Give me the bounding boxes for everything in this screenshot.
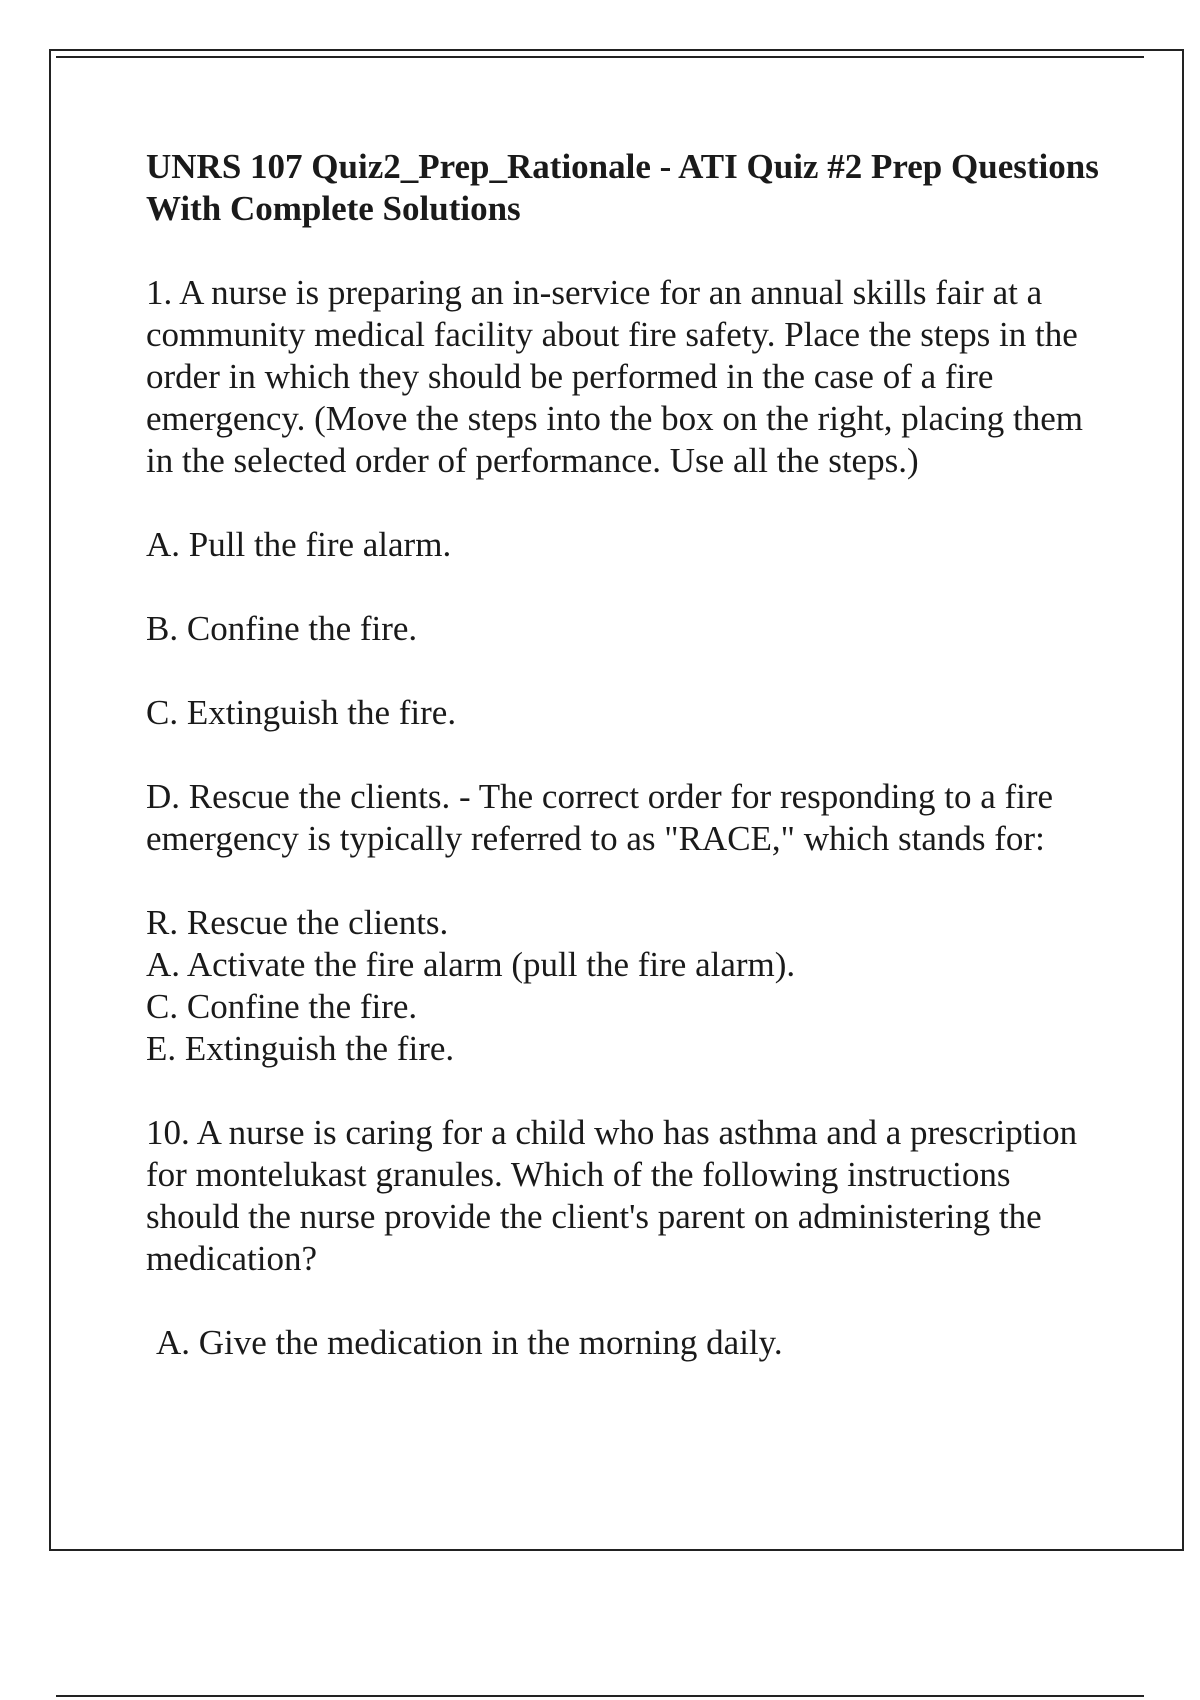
race-item-a: A. Activate the fire alarm (pull the fire alarm). — [146, 945, 796, 984]
bottom-divider — [56, 1695, 1144, 1697]
document-body — [146, 146, 1106, 1406]
question-1-option-d: D. Rescue the clients. - The correct order for responding to a fire emergency is typically referred to as "RACE," which stands for: — [146, 777, 1054, 858]
document-title: UNRS 107 Quiz2_Prep_Rationale - ATI Quiz #2 Prep Questions With Complete Solutions — [146, 147, 1099, 228]
question-1-option-a: A. Pull the fire alarm. — [146, 525, 452, 564]
race-item-e: E. Extinguish the fire. — [146, 1029, 455, 1068]
question-10-option-a: A. Give the medication in the morning daily. — [156, 1323, 783, 1362]
race-item-c: C. Confine the fire. — [146, 987, 418, 1026]
top-divider — [56, 56, 1144, 58]
question-1-option-c: C. Extinguish the fire. — [146, 693, 457, 732]
race-item-r: R. Rescue the clients. — [146, 903, 449, 942]
question-10-stem: 10. A nurse is caring for a child who has asthma and a prescription for montelukast granules. Which of the following instructions should the nurse provide the client's parent on administering the medication? — [146, 1113, 1078, 1278]
question-1-option-b: B. Confine the fire. — [146, 609, 418, 648]
race-list — [146, 902, 1106, 1070]
question-1-stem: 1. A nurse is preparing an in-service for an annual skills fair at a community medical facility about fire safety. Place the steps in the order in which they should be performed in the case of a fire emergency. (Move the steps into the box on the right, placing them in the selected order of performance. Use all the steps.) — [146, 273, 1084, 480]
